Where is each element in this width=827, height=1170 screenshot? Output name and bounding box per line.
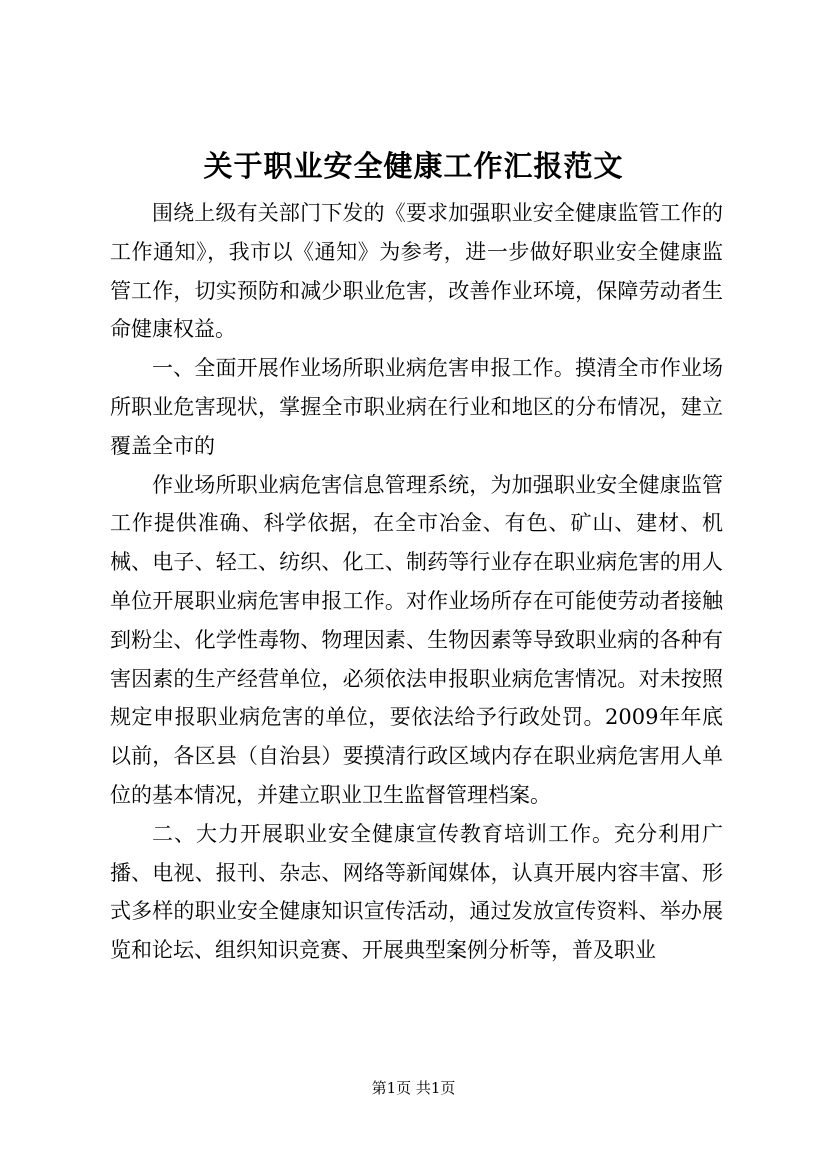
paragraph-section-2: 二、大力开展职业安全健康宣传教育培训工作。充分利用广播、电视、报刊、杂志、网络等新闻媒体，认真开展内容丰富、形式多样的职业安全健康知识宣传活动，通过发放宣传资料、举办展览和论坛、组织知识竞赛、开展典型案例分析等，普及职业 — [110, 821, 723, 963]
paragraph-intro: 围绕上级有关部门下发的《要求加强职业安全健康监管工作的工作通知》，我市以《通知》为参考，进一步做好职业安全健康监管工作，切实预防和减少职业危害，改善作业环境，保障劳动者生命健康权益。 — [110, 201, 723, 342]
document-body — [110, 194, 723, 970]
paragraph-section-1-continued: 作业场所职业病危害信息管理系统，为加强职业安全健康监管工作提供准确、科学依据，在全市冶金、有色、矿山、建材、机械、电子、轻工、纺织、化工、制药等行业存在职业病危害的用人单位开展职业病危害申报工作。对作业场所存在可能使劳动者接触到粉尘、化学性毒物、物理因素、生物因素等导致职业病的各种有害因素的生产经营单位，必须依法申报职业病危害情况。对未按照规定申报职业病危害的单位，要依法给予行政处罚。2009年年底以前，各区县（自治县）要摸清行政区域内存在职业病危害用人单位的基本情况，并建立职业卫生监督管理档案。 — [110, 472, 723, 807]
document-title: 关于职业安全健康工作汇报范文 — [203, 149, 624, 183]
paragraph-section-1: 一、全面开展作业场所职业病危害申报工作。摸清全市作业场所职业危害现状，掌握全市职业病在行业和地区的分布情况，建立覆盖全市的 — [110, 356, 723, 458]
page-footer: 第1页 共1页 — [371, 1079, 456, 1097]
